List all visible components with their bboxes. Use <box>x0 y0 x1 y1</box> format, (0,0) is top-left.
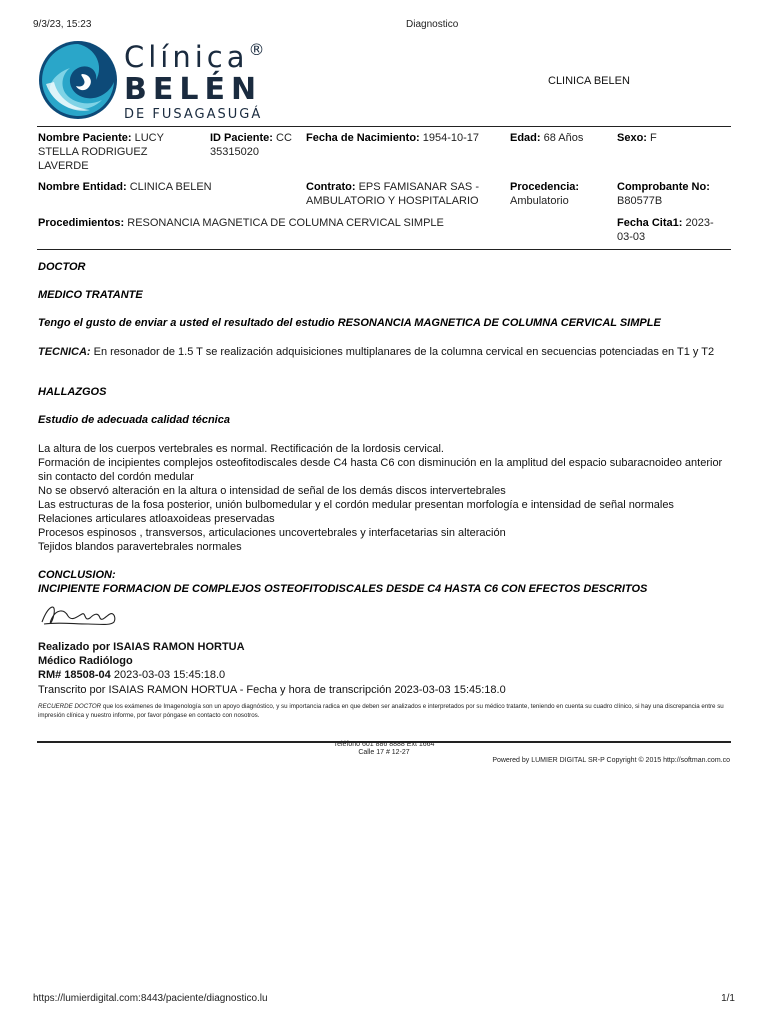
performed-by: Realizado por ISAIAS RAMON HORTUA <box>38 641 245 653</box>
voucher: Comprobante No: B80577B <box>617 181 710 207</box>
header-rule-top <box>37 126 731 127</box>
treating-heading: MEDICO TRATANTE <box>38 289 143 301</box>
signature-image <box>38 600 120 630</box>
finding-line: Las estructuras de la fosa posterior, unión bulbomedular y el cordón medular presentan morfología e intensidad de señal normales <box>38 499 674 511</box>
doctor-role: Médico Radiólogo <box>38 655 133 667</box>
finding-line: Procesos espinosos , transversos, articulaciones uncovertebrales y interfacetarias sin alteración <box>38 527 506 539</box>
conclusion-text: INCIPIENTE FORMACION DE COMPLEJOS OSTEOFITODISCALES DESDE C4 HASTA C6 CON EFECTOS DESCRITOS <box>38 583 648 595</box>
logo-text-clinica: Clínica® <box>124 40 265 74</box>
footer-phone: Teléfono 601 886 8888 Ext 1664 <box>333 741 435 748</box>
birth-date: Fecha de Nacimiento: 1954-10-17 <box>306 132 480 144</box>
finding-line: No se observó alteración en la altura o intensidad de señal de los demás discos intervertebrales <box>38 485 506 497</box>
procedure: Procedimientos: RESONANCIA MAGNETICA DE COLUMNA CERVICAL SIMPLE <box>38 217 444 229</box>
appointment-date: Fecha Cita1: 2023-03-03 <box>617 217 714 243</box>
intro-text: Tengo el gusto de enviar a usted el resultado del estudio RESONANCIA MAGNETICA DE COLUMNA CERVICAL SIMPLE <box>38 317 661 329</box>
technique: TECNICA: En resonador de 1.5 T se realización adquisiciones multiplanares de la columna cervical en secuencias potenciadas en T1 y T2 <box>38 346 715 358</box>
doctor-heading: DOCTOR <box>38 261 86 273</box>
finding-line: Formación de incipientes complejos osteofitodiscales desde C4 hasta C6 con disminución en la amplitud del espacio subaracnoideo anterior sin contacto del cordón medular <box>38 457 723 483</box>
findings-heading: HALLAZGOS <box>38 386 107 398</box>
patient-name: Nombre Paciente: LUCY STELLA RODRIGUEZ LAVERDE <box>38 132 164 172</box>
entity-name: Nombre Entidad: CLINICA BELEN <box>38 181 212 193</box>
patient-sex: Sexo: F <box>617 132 657 144</box>
rm-line: RM# 18508-04 2023-03-03 15:45:18.0 <box>38 669 226 681</box>
finding-line: Relaciones articulares atloaxoideas preservadas <box>38 513 275 525</box>
transcribed-by: Transcrito por ISAIAS RAMON HORTUA - Fecha y hora de transcripción 2023-03-03 15:45:18.0 <box>38 684 506 696</box>
print-url: https://lumierdigital.com:8443/paciente/diagnostico.lu <box>33 993 268 1004</box>
patient-id: ID Paciente: CC 35315020 <box>210 132 292 158</box>
finding-line: Tejidos blandos paravertebrales normales <box>38 541 242 553</box>
logo-text-fusagasuga: DE FUSAGASUGÁ <box>124 107 263 122</box>
footer-powered: Powered by LUMIER DIGITAL SR-P Copyright © 2015 http://softman.com.co <box>492 757 730 764</box>
finding-line: La altura de los cuerpos vertebrales es normal. Rectificación de la lordosis cervical. <box>38 443 444 455</box>
footer-address: Calle 17 # 12-27 <box>358 749 410 756</box>
patient-age: Edad: 68 Años <box>510 132 584 144</box>
logo-text-belen: BELÉN <box>124 72 263 107</box>
header-rule-bottom <box>37 249 731 250</box>
print-page-number: 1/1 <box>721 993 735 1004</box>
clinic-name: CLINICA BELEN <box>548 75 630 87</box>
print-title: Diagnostico <box>406 19 459 30</box>
origin: Procedencia: Ambulatorio <box>510 181 580 207</box>
conclusion-heading: CONCLUSION: <box>38 569 116 581</box>
contract: Contrato: EPS FAMISANAR SAS - AMBULATORIO Y HOSPITALARIO <box>306 181 479 207</box>
print-datetime: 9/3/23, 15:23 <box>33 19 92 30</box>
findings-list <box>38 442 728 554</box>
clinic-logo-icon <box>38 38 118 122</box>
quality-heading: Estudio de adecuada calidad técnica <box>38 414 230 426</box>
disclaimer: RECUERDE DOCTOR que los exámenes de Imagenología son un apoyo diagnóstico, y su importancia radica en que deben ser analizados e interpretados por su médico tratante, teniendo en cuenta su cuadro clínico, si hay una discrepancia entre su impresión clínica y nuestro informe, por favor póngase en contacto con nosotros. <box>38 703 724 719</box>
